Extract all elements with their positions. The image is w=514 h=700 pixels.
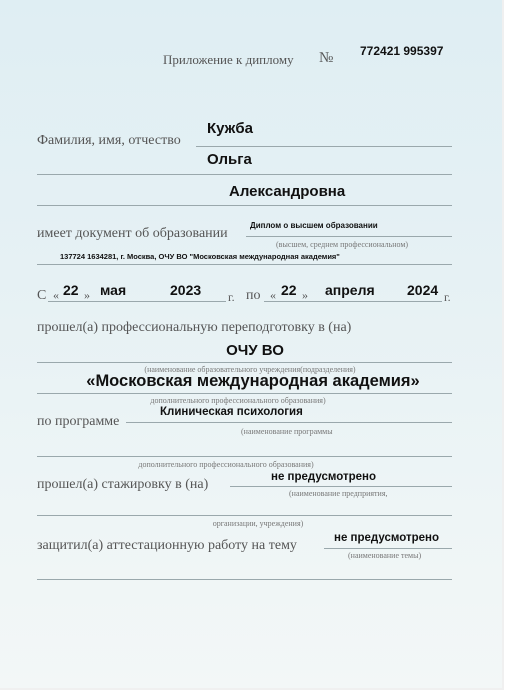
from-day-value: 22 <box>63 282 79 298</box>
to-quote-open: « <box>270 288 276 302</box>
education-hint: (высшем, среднем профессиональном) <box>276 240 409 249</box>
internship-line <box>230 486 452 487</box>
thesis-line <box>324 548 452 549</box>
program-hint-top: дополнительного профессионального образования) <box>150 396 326 405</box>
patronymic-value: Александровна <box>229 183 346 200</box>
org-full-line <box>37 393 452 394</box>
internship-value: не предусмотрено <box>271 471 376 483</box>
to-year-value: 2024 <box>407 282 439 298</box>
surname-value: Кужба <box>207 120 253 137</box>
program-hint-bottom: дополнительного профессионального образования) <box>138 460 314 469</box>
thesis-hint: (наименование темы) <box>348 551 422 560</box>
org-hint: (наименование образовательного учреждения(подразделения) <box>144 365 356 374</box>
education-value: Диплом о высшем образовании <box>250 221 378 230</box>
period-to-prefix: по <box>246 288 261 303</box>
org-short-line <box>37 362 452 363</box>
name-label: Фамилия, имя, отчество <box>37 133 181 148</box>
from-year-value: 2023 <box>170 282 202 298</box>
internship-hint-bottom: организации, учреждения) <box>212 519 304 528</box>
to-month-value: апреля <box>325 282 375 298</box>
surname-line <box>196 146 452 147</box>
thesis-extra-line <box>37 579 452 580</box>
to-day-value: 22 <box>281 282 297 298</box>
first-name-value: Ольга <box>207 151 252 168</box>
to-date-line <box>264 301 442 302</box>
patronymic-line <box>37 205 452 206</box>
appendix-label: Приложение к диплому <box>163 52 294 67</box>
org-short-value: ОЧУ ВО <box>226 342 284 359</box>
first-name-line <box>37 174 452 175</box>
number-sign: № <box>319 50 334 66</box>
thesis-label: защитил(а) аттестационную работу на тему <box>37 538 297 553</box>
program-value: Клиническая психология <box>160 406 303 418</box>
from-month-value: мая <box>100 282 127 298</box>
year-suffix-2: г. <box>444 290 451 304</box>
education-label: имеет документ об образовании <box>37 226 228 241</box>
from-date-line <box>48 301 226 302</box>
program-hint: (наименование программы <box>241 427 333 436</box>
from-quote-open: « <box>53 288 59 302</box>
program-label: по программе <box>37 414 120 429</box>
education-details: 137724 1634281, г. Москва, ОЧУ ВО "Московская международная академия" <box>60 252 340 261</box>
diploma-number: 772421 995397 <box>360 44 444 58</box>
education-details-line <box>37 264 452 265</box>
year-suffix-1: г. <box>228 290 235 304</box>
to-quote-close: » <box>302 288 308 302</box>
program-line <box>126 422 452 423</box>
thesis-value: не предусмотрено <box>334 532 439 544</box>
internship-extra-line <box>37 515 452 516</box>
org-full-value: «Московская международная академия» <box>86 372 420 390</box>
from-quote-close: » <box>84 288 90 302</box>
education-line <box>246 236 452 237</box>
retraining-label: прошел(а) профессиональную переподготовку в (на) <box>37 320 352 335</box>
internship-hint: (наименование предприятия, <box>289 489 388 498</box>
program-extra-line <box>37 456 452 457</box>
period-from-prefix: С <box>37 288 47 303</box>
internship-label: прошел(а) стажировку в (на) <box>37 477 209 492</box>
